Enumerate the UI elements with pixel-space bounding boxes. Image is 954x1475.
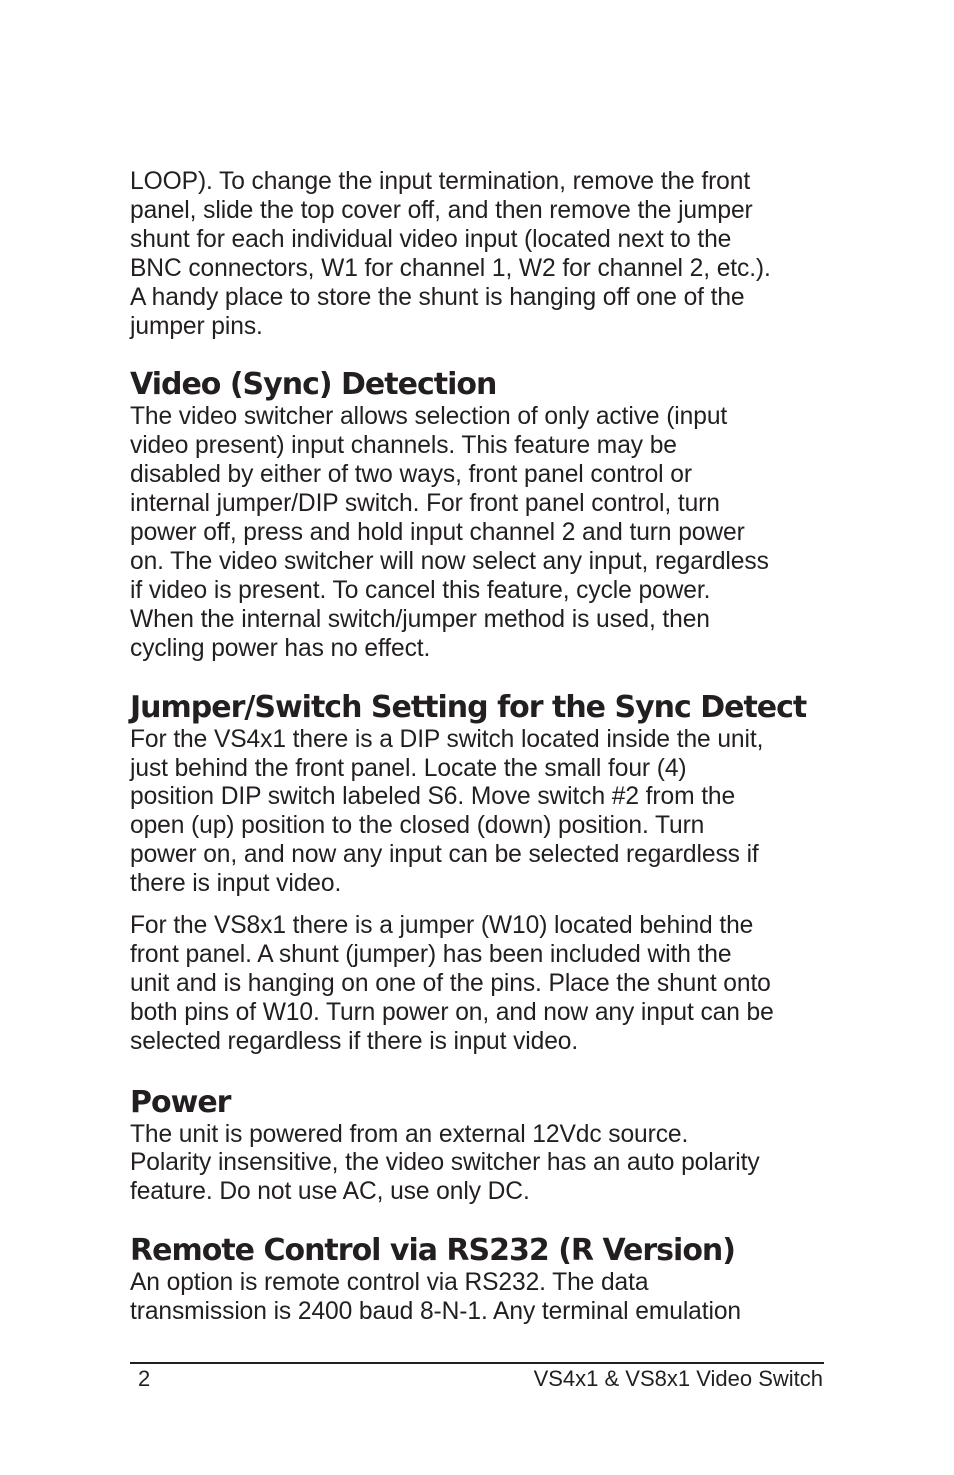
- remote-paragraph: An option is remote control via RS232. The data transmission is 2400 baud 8-N-1. Any terminal emulation: [130, 1269, 742, 1326]
- footer-rule: [130, 1362, 824, 1364]
- page-content: [130, 168, 830, 1327]
- video-sync-paragraph: The video switcher allows selection of only active (input video present) input channels. This feature may be disabled by either of two ways, front panel control or internal jumper/DIP switch. For front panel control, turn power off, press and hold input channel 2 and turn power on. The video switcher will now select any input, regardless if video is present. To cancel this feature, cycle power. When the internal switch/jumper method is used, then cycling power has no effect.: [130, 403, 769, 662]
- heading-jumper-switch-setting: Jumper/Switch Setting for the Sync Detect: [130, 689, 807, 725]
- intro-paragraph: LOOP). To change the input termination, remove the front panel, slide the top cover off, and then remove the jumper shunt for each individual video input (located next to the BNC connectors, W1 for channel 1, W2 for channel 2, etc.). A handy place to store the shunt is hanging off one of the jumper pins.: [130, 168, 771, 340]
- heading-remote-control: Remote Control via RS232 (R Version): [130, 1233, 736, 1269]
- power-paragraph: The unit is powered from an external 12Vdc source. Polarity insensitive, the video switcher has an auto polarity feature. Do not use AC, use only DC.: [130, 1120, 760, 1206]
- jumper-vs8x1-paragraph: For the VS8x1 there is a jumper (W10) located behind the front panel. A shunt (jumper) has been included with the unit and is hanging on one of the pins. Place the shunt onto both pins of W10. Turn power on, and now any input can be selected regardless if there is input video.: [130, 912, 774, 1055]
- footer-document-title: VS4x1 & VS8x1 Video Switch: [533, 1366, 823, 1391]
- heading-power: Power: [130, 1084, 231, 1120]
- footer-page-number: 2: [138, 1366, 151, 1391]
- heading-video-sync-detection: Video (Sync) Detection: [130, 367, 497, 403]
- jumper-vs4x1-paragraph: For the VS4x1 there is a DIP switch located inside the unit, just behind the front panel. Locate the small four (4) position DIP switch labeled S6. Move switch #2 from the open (up) position to the closed (down) position. Turn power on, and now any input can be selected regardless if there is input video.: [130, 725, 764, 898]
